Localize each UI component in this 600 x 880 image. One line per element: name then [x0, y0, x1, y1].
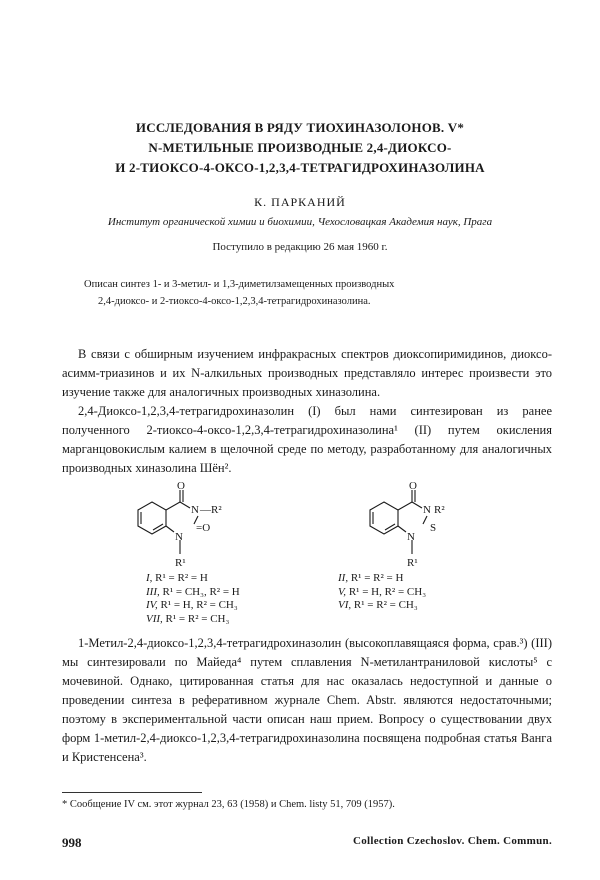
compound-variant: III, R¹ = CH₃, R² = H [146, 585, 240, 598]
article-title-line-1: ИССЛЕДОВАНИЯ В РЯДУ ТИОХИНАЗОЛОНОВ. V* [135, 120, 465, 135]
compound-variant: VI, R¹ = R² = CH₃ [338, 599, 418, 611]
paragraph-text: 1-Метил-2,4-диоксо-1,2,3,4-тетрагидрохиназолин (высокоплавящаяся форма, срав.³) (III) мы синтезировали по Майеда⁴ путем сплавления N-метилантраниловой кислоты⁵ с мочевиной. Однако, цитированная статья для нас оказалась недоступной и данные о проведении синтеза в реферативном журнале Chem. Abstr. являются недостаточными; поэтому в экспериментальной части описан наш прием. Вопросу о существовании двух форм 1-метил-2,4-диоксо-1,2,3,4-тетрагидрохиназолина посвящена подробная статья Ванга и Кристенсена³. [62, 636, 552, 764]
compound-variant: VII, R¹ = R² = CH₃ [146, 612, 230, 625]
page-number: 998 [62, 835, 82, 850]
atom-o-top: O [177, 480, 185, 492]
paragraph-text: 2,4-Диоксо-1,2,3,4-тетрагидрохиназолин (I) был нами синтезирован из ранее полученного 2-тиоксо-4-оксо-1,2,3,4-тетрагидрохиназолина¹ (II) путем окисления марганцовокислым калием в щелочной среде по методу, разработанному для аналогичных производных хиназолина Шён². [62, 404, 552, 475]
body-paragraph-3 [62, 634, 552, 767]
footnote-divider [62, 792, 202, 793]
abstract [84, 276, 534, 310]
body-paragraph-2 [62, 402, 552, 478]
structure-thioxo-quinazoline [350, 480, 490, 570]
atom-n1: N [175, 531, 183, 543]
footnote: * Сообщение IV см. этот журнал 23, 63 (1958) и Chem. listy 51, 709 (1957). [62, 799, 395, 810]
compound-variant: IV, R¹ = H, R² = CH₃ [146, 599, 238, 611]
journal-name: Collection Czechoslov. Chem. Commun. [352, 835, 552, 847]
article-title-line-2: N-МЕТИЛЬНЫЕ ПРОИЗВОДНЫЕ 2,4-ДИОКСО- [148, 140, 452, 155]
substituent-r2: —R² [200, 504, 222, 516]
structure-dioxo-quinazoline [118, 480, 258, 570]
left-compound-list [146, 572, 240, 626]
atom-s: S [430, 522, 437, 534]
atom-o-side: =O [196, 522, 211, 534]
substituent-r1: R¹ [407, 557, 418, 569]
atom-o-top: O [409, 480, 417, 492]
paragraph-text: В связи с обширным изучением инфракрасных спектров диоксопиримидинов, диоксо-асимм-триазинов и их N-алкильных производных представляло интерес произвести это изучение также для аналогичных производных хиназолина. [62, 347, 552, 399]
atom-n3: N [423, 504, 431, 516]
abstract-line-2: 2,4-диоксо- и 2-тиоксо-4-оксо-1,2,3,4-тетрагидрохиназолина. [98, 296, 371, 307]
abstract-line-1: Описан синтез 1- и 3-метил- и 1,3-диметилзамещенных производных [84, 279, 395, 290]
compound-variant: II, R¹ = R² = H [338, 572, 404, 584]
article-title-line-3: И 2-ТИОКСО-4-ОКСО-1,2,3,4-ТЕТРАГИДРОХИНАЗОЛИНА [115, 160, 485, 175]
author-affiliation: Институт органической химии и биохимии, Чехословацкая Академия наук, Прага [107, 216, 493, 228]
compound-variant: V, R¹ = H, R² = CH₃ [338, 585, 427, 598]
author-name: К. ПАРКАНИЙ [254, 195, 346, 209]
received-date: Поступило в редакцию 26 мая 1960 г. [212, 241, 388, 253]
substituent-r2: R² [434, 504, 445, 516]
atom-n3: N [191, 504, 199, 516]
body-paragraph-1 [62, 345, 552, 402]
right-compound-list [338, 572, 426, 613]
atom-n1: N [407, 531, 415, 543]
compound-variant: I, R¹ = R² = H [146, 572, 208, 584]
substituent-r1: R¹ [175, 557, 186, 569]
